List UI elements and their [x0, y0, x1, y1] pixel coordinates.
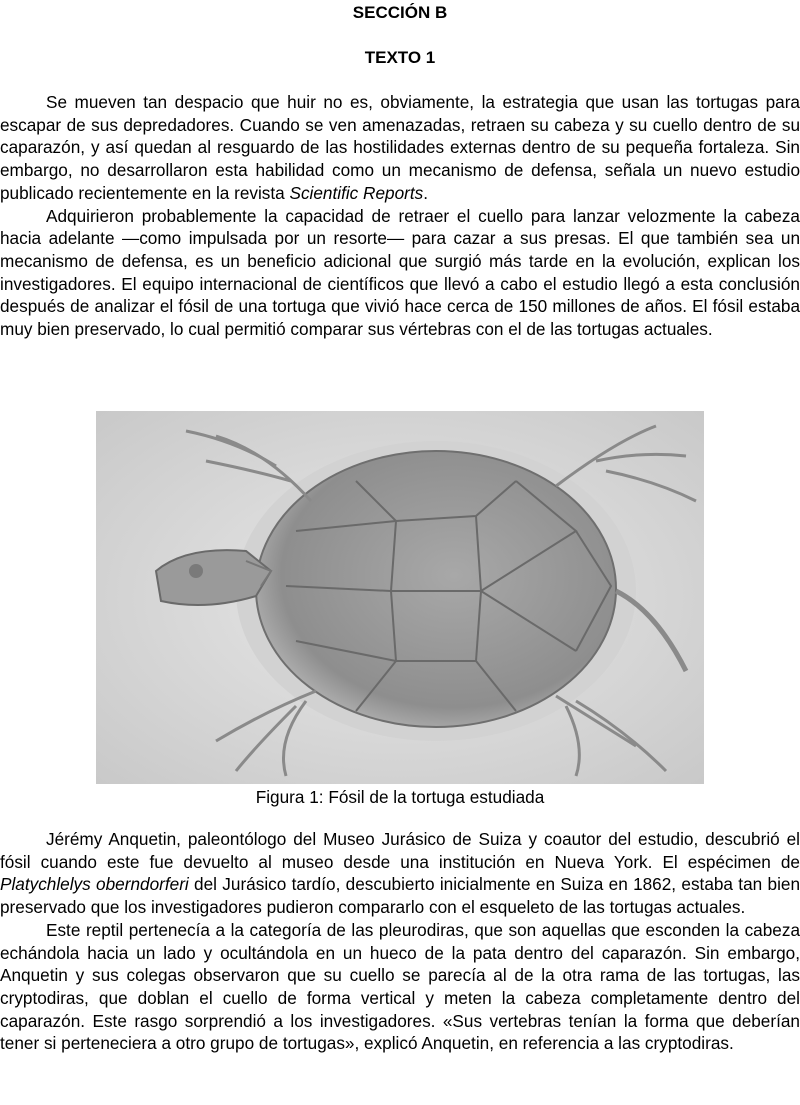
journal-name: Scientific Reports	[289, 182, 424, 203]
species-name: Platychlelys oberndorferi	[0, 874, 189, 895]
paragraph-1-text: Se mueven tan despacio que huir no es, obviamente, la estrategia que usan las tortugas para escapar de sus depredadores. Cuando se ven amenazadas, retraen su cabeza y su cuello dentro de su caparazón, y así quedan al resguardo de las hostilidades externas dentro de su pequeña fortaleza. Sin embargo, no desarrollaron esta habilidad como un mecanismo de defensa, señala un nuevo estudio publicado recientemente en la revista	[0, 92, 800, 203]
text-block-bottom	[0, 828, 800, 1055]
paragraph-1-end: .	[423, 182, 429, 203]
paragraph-2: Adquirieron probablemente la capacidad de retraer el cuello para lanzar velozmente la cabeza hacia adelante —como impulsada por un resorte— para cazar a sus presas. El que también sea un mecanismo de defensa, es un beneficio adicional que surgió más tarde en la evolución, explican los investigadores. El equipo internacional de científicos que llevó a cabo el estudio llegó a esta conclusión después de analizar el fósil de una tortuga que vivió hace cerca de 150 millones de años. El fósil estaba muy bien preservado, lo cual permitió comparar sus vértebras con el de las tortugas actuales.	[0, 205, 800, 340]
text-heading: TEXTO 1	[364, 48, 436, 67]
paragraph-3-end: del Jurásico tardío, descubierto inicialmente en Suiza en 1862, estaba tan bien preservado que los investigadores pudieron compararlo con el esqueleto de las tortugas actuales.	[0, 874, 800, 918]
section-heading: SECCIÓN B	[352, 3, 448, 22]
paragraph-3-text: Jérémy Anquetin, paleontólogo del Museo Jurásico de Suiza y coautor del estudio, descubrió el fósil cuando este fue devuelto al museo desde una institución en Nueva York. El espécimen de	[0, 829, 800, 872]
paragraph-3	[0, 828, 800, 919]
turtle-fossil-image	[96, 411, 704, 784]
paragraph-4: Este reptil pertenecía a la categoría de las pleurodiras, que son aquellas que esconden la cabeza echándola hacia un lado y ocultándola en un hueco de la pata dentro del caparazón. Sin embargo, Anquetin y sus colegas observaron que su cuello se parecía al de la otra rama de las tortugas, las cryptodiras, que doblan el cuello de forma vertical y meten la cabeza completamente dentro del caparazón. Este rasgo sorprendió a los investigadores. «Sus vertebras tenían la forma que deberían tener si perteneciera a otro grupo de tortugas», explicó Anquetin, en referencia a las cryptodiras.	[0, 919, 800, 1054]
turtle-fossil-illustration	[96, 411, 704, 784]
paragraph-1	[0, 91, 800, 205]
text-block-top	[0, 91, 800, 341]
figure-caption: Figura 1: Fósil de la tortuga estudiada	[255, 787, 545, 807]
